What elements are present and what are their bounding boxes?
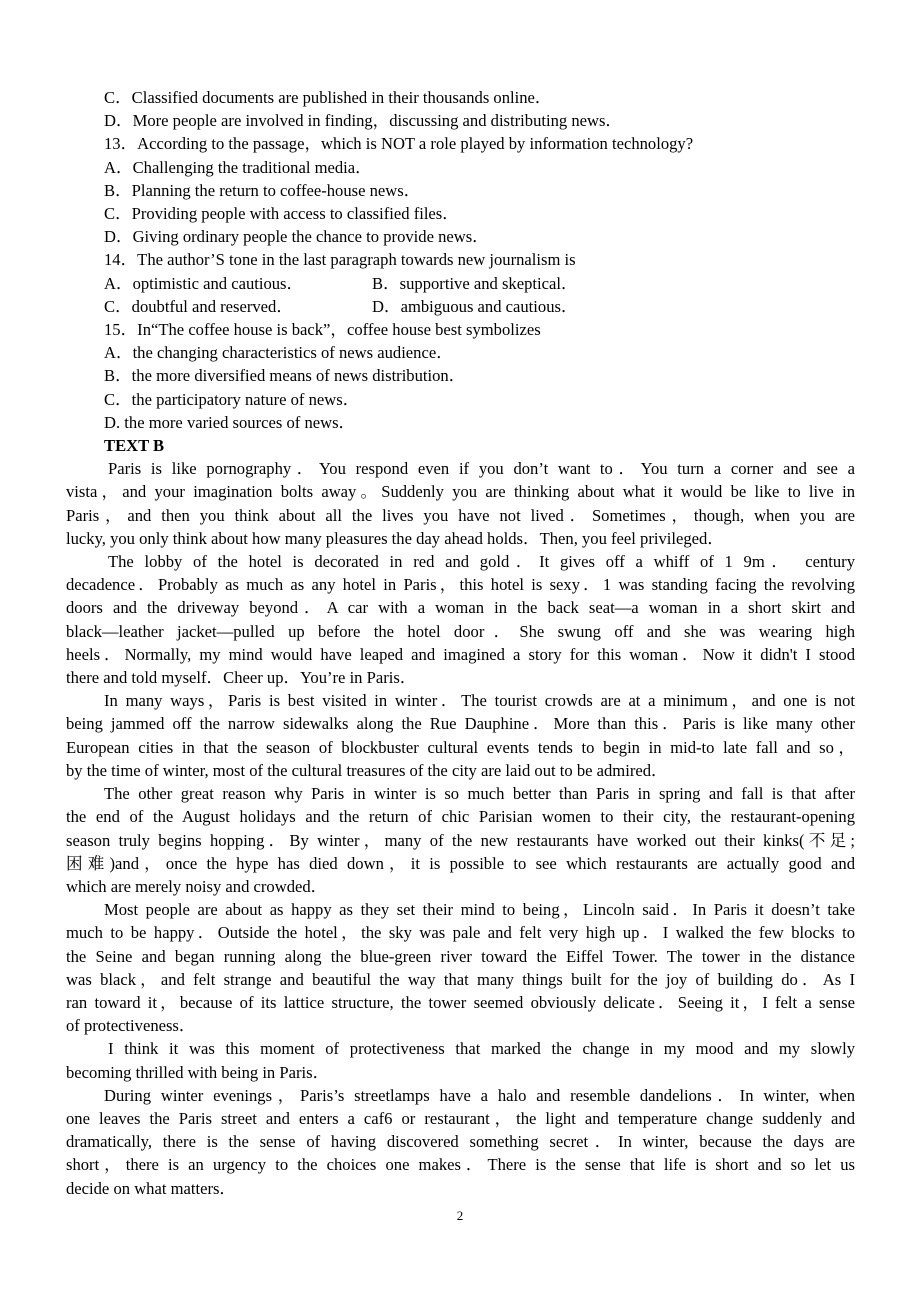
paragraph-line: vista，and your imagination bolts away。Suddenly you are thinking about what it would be like to live in	[66, 482, 855, 502]
question-line: D．Giving ordinary people the chance to provide news．	[104, 227, 489, 247]
article-body	[66, 457, 855, 1200]
question-line: 13．According to the passage，which is NOT a role played by information technology?	[104, 134, 694, 154]
question-line: D．More people are involved in finding，discussing and distributing news．	[104, 111, 623, 131]
paragraph-line: the Seine and began running along the blue-green river toward the Eiffel Tower. The tower in the distance	[66, 946, 855, 966]
paragraph-line: black—leather jacket—pulled up before the hotel door．She swung off and she was wearing high	[66, 621, 855, 641]
paragraph-line: which are merely noisy and crowded．	[66, 876, 328, 896]
q14-options-row-1	[66, 272, 855, 295]
paragraph-line: was black，and felt strange and beautiful the way that many things built for the joy of building do．As I	[66, 969, 855, 989]
q14-options-row-2	[66, 295, 855, 318]
q14-option-a: A．optimistic and cautious．	[104, 273, 304, 293]
document-page	[66, 86, 855, 1200]
paragraph-line: lucky, you only think about how many pleasures the day ahead holds．Then, you feel privileged．	[66, 528, 724, 548]
paragraph-line: short，there is an urgency to the choices one makes．There is the sense that life is short and so let us	[66, 1155, 855, 1175]
paragraph-line: Paris is like pornography．You respond even if you don’t want to．You turn a corner and see a	[108, 459, 855, 479]
paragraph-line: the end of the August holidays and the return of chic Parisian women to their city, the restaurant-opening	[66, 807, 855, 827]
questions-top	[66, 86, 855, 272]
question-line: 15．In“The coffee house is back”，coffee house best symbolizes	[104, 320, 541, 340]
question-line: C．the participatory nature of news．	[104, 389, 360, 409]
question-line: C．Providing people with access to classified files．	[104, 204, 459, 224]
paragraph-line: 困难)and，once the hype has died down，it is possible to see which restaurants are actually good and	[66, 853, 855, 873]
paragraph-line: there and told myself．Cheer up．You’re in Paris．	[66, 668, 417, 688]
paragraph-line: In many ways，Paris is best visited in winter．The tourist crowds are at a minimum，and one is not	[104, 691, 855, 711]
paragraph-line: I think it was this moment of protectiveness that marked the change in my mood and my slowly	[108, 1039, 855, 1059]
paragraph-line: Paris，and then you think about all the lives you have not lived．Sometimes，though, when you are	[66, 505, 855, 525]
q14-option-d: D．ambiguous and cautious．	[372, 296, 578, 316]
paragraph-line: During winter evenings，Paris’s streetlamps have a halo and resemble dandelions．In winter, when	[104, 1085, 855, 1105]
section-heading: TEXT B	[104, 436, 165, 456]
q14-option-c: C．doubtful and reserved．	[104, 296, 293, 316]
paragraph-line: one leaves the Paris street and enters a caf6 or restaurant，the light and temperature change suddenly and	[66, 1108, 855, 1128]
question-line: B．the more diversified means of news distribution．	[104, 366, 466, 386]
paragraph-line: being jammed off the narrow sidewalks along the Rue Dauphine．More than this．Paris is like many other	[66, 714, 855, 734]
q14-option-b: B．supportive and skeptical．	[372, 273, 578, 293]
paragraph-line: much to be happy．Outside the hotel，the sky was pale and felt very high up．I walked the few blocks to	[66, 923, 855, 943]
paragraph-line: European cities in that the season of blockbuster cultural events tends to begin in mid-to late fall and so，	[66, 737, 855, 757]
question-line: C．Classified documents are published in their thousands online．	[104, 88, 552, 107]
paragraph-line: of protectiveness．	[66, 1016, 196, 1036]
paragraph-line: decide on what matters．	[66, 1178, 237, 1198]
question-line: A．the changing characteristics of news audience．	[104, 343, 453, 363]
paragraph-line: decadence．Probably as much as any hotel in Paris，this hotel is sexy．1 was standing facing the revolving	[66, 575, 855, 595]
paragraph-line: Most people are about as happy as they set their mind to being，Lincoln said．In Paris it doesn’t take	[104, 900, 855, 920]
paragraph-line: dramatically, there is the sense of having discovered something secret．In winter, because the days are	[66, 1132, 855, 1152]
paragraph-line: season truly begins hopping．By winter，many of the new restaurants have worked out their kinks(不足;	[66, 830, 855, 850]
question-line: 14．The author’S tone in the last paragraph towards new journalism is	[104, 250, 576, 270]
paragraph-line: heels．Normally, my mind would have leaped and imagined a story for this woman．Now it didn't I stood	[66, 644, 855, 664]
paragraph-line: by the time of winter, most of the cultural treasures of the city are laid out to be admired．	[66, 760, 668, 780]
paragraph-line: ran toward it，because of its lattice structure, the tower seemed obviously delicate．Seeing it，I felt a sense	[66, 992, 855, 1012]
paragraph-line: The lobby of the hotel is decorated in red and gold．It gives off a whiff of 1 9m． century	[108, 552, 855, 572]
question-line: A．Challenging the traditional media．	[104, 157, 372, 177]
paragraph-line: doors and the driveway beyond．A car with a woman in the back seat—a woman in a short skirt and	[66, 598, 855, 618]
questions-bottom	[66, 318, 855, 434]
question-line: D. the more varied sources of news．	[104, 412, 356, 432]
paragraph-line: becoming thrilled with being in Paris．	[66, 1062, 330, 1082]
page-number: 2	[456, 1208, 464, 1223]
question-line: B．Planning the return to coffee-house news．	[104, 180, 421, 200]
paragraph-line: The other great reason why Paris in winter is so much better than Paris in spring and fall is that after	[104, 784, 855, 804]
